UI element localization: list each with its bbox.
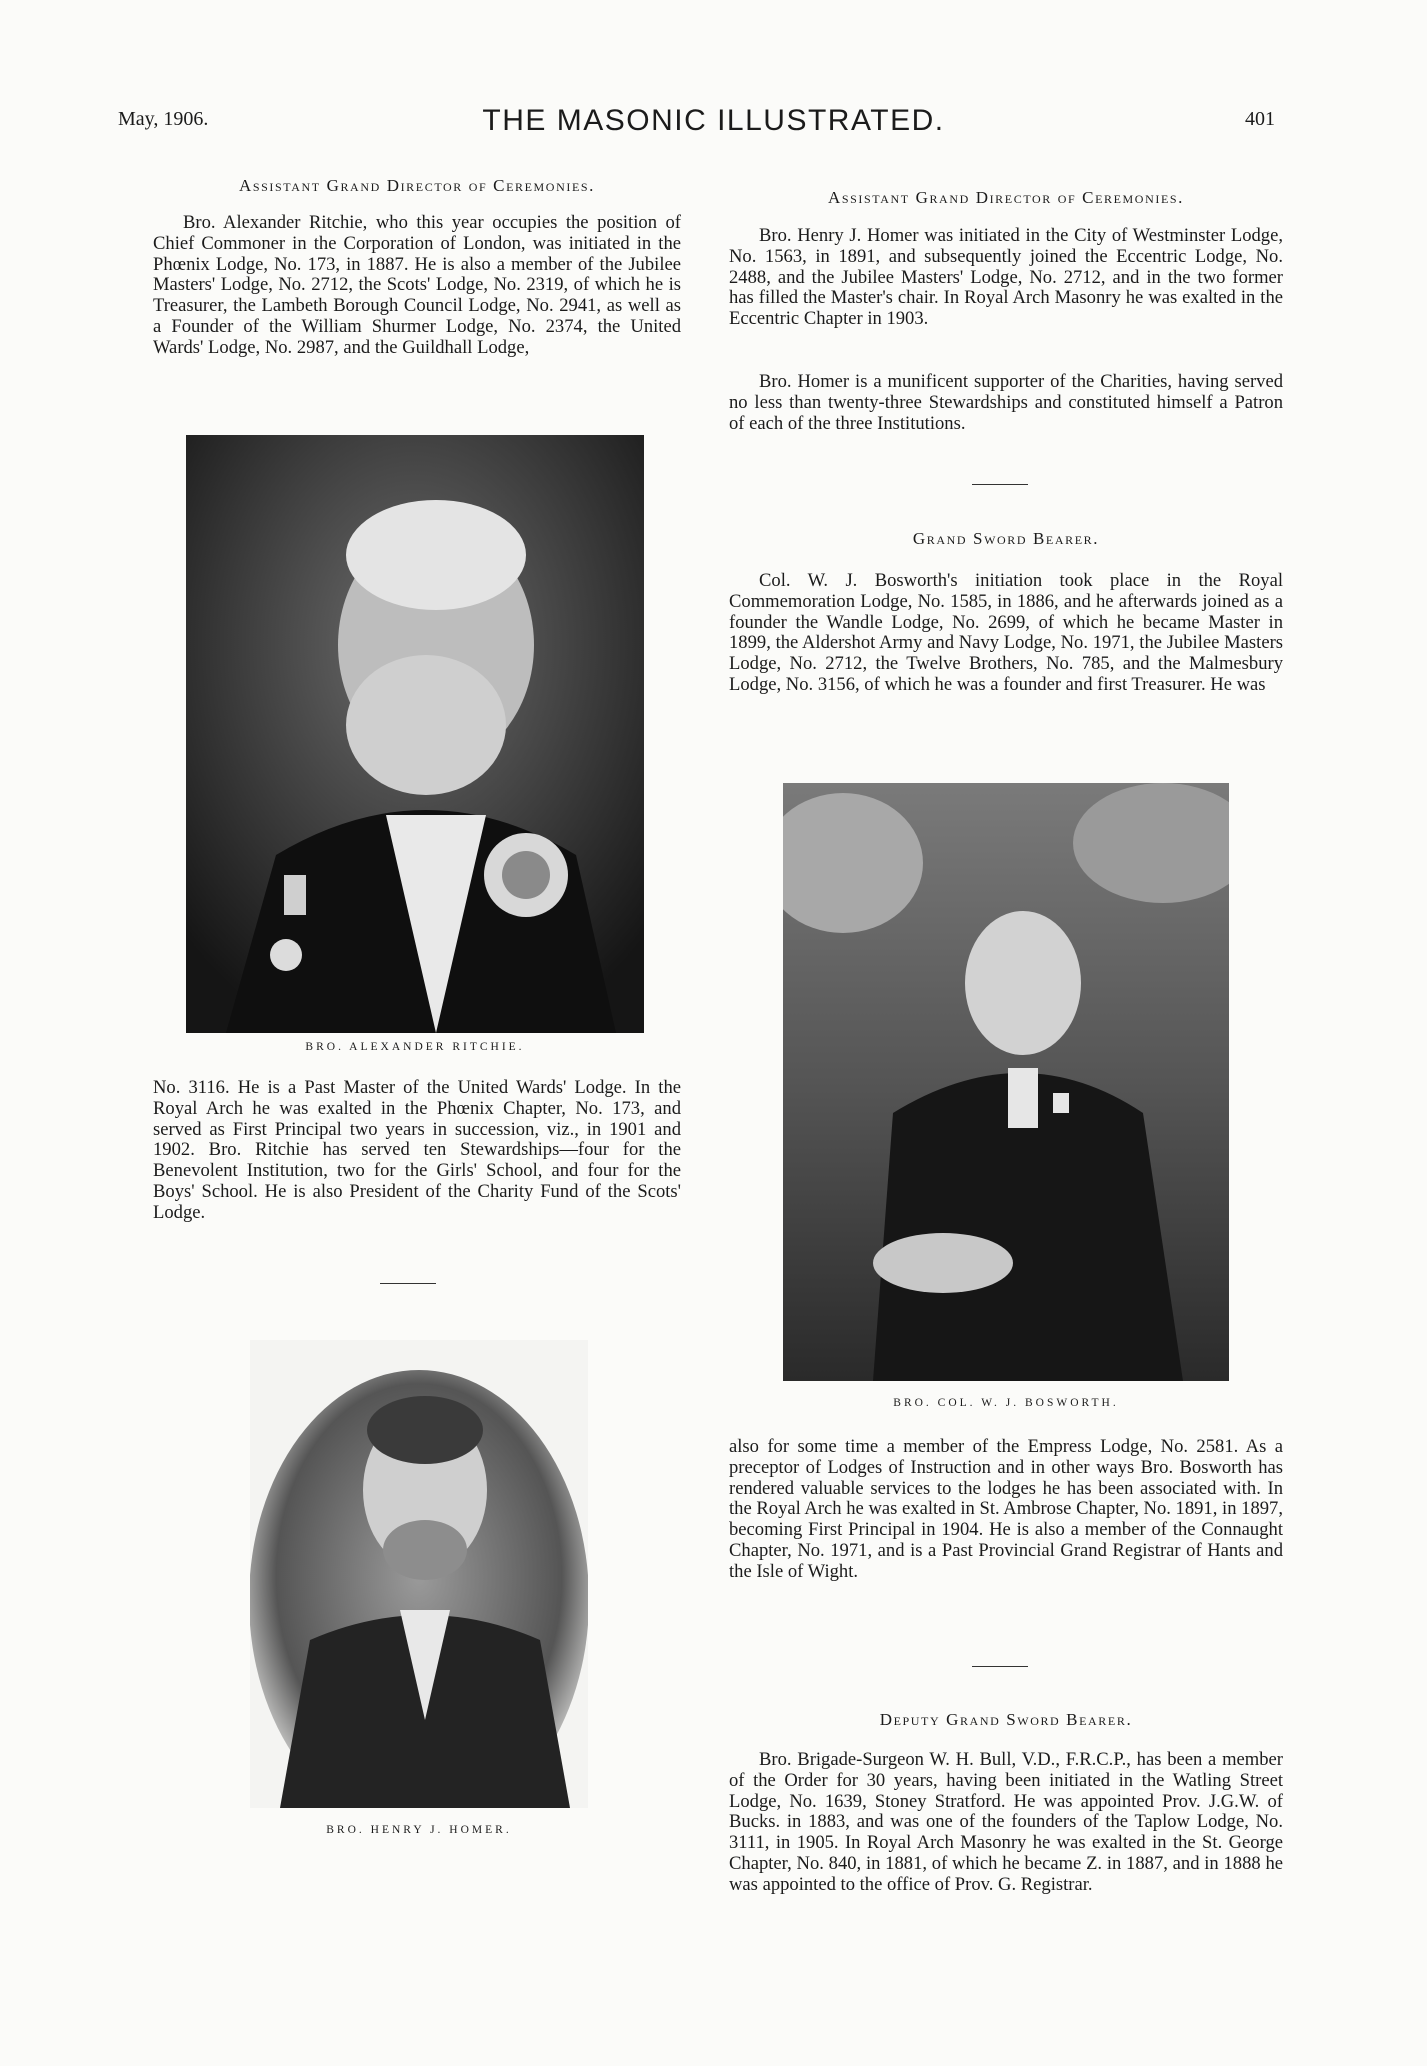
bull-paragraph: Bro. Brigade-Surgeon W. H. Bull, V.D., F.R.C.P., has been a member of the Order for 30 years, having been initiated in the Watling Street Lodge, No. 1639, Stoney Stratford. He was appointed Prov. J.G.W. of Bucks. in 1883, and was one of the founders of the Taplow Lodge, No. 3111, in 1905. In Royal Arch Masonry he was exalted in the St. George Chapter, No. 840, in 1881, of which he became Z. in 1887, and in 1888 he was appointed to the office of Prov. G. Registrar.	[729, 1749, 1283, 1895]
portrait-alexander-ritchie	[186, 435, 644, 1033]
section-heading-assistant-gdc-right: Assistant Grand Director of Ceremonies.	[828, 188, 1184, 207]
homer-paragraph-1: Bro. Henry J. Homer was initiated in the City of Westminster Lodge, No. 1563, in 1891, and subsequently joined the Eccentric Lodge, No. 2488, and the Jubilee Masters' Lodge, No. 2712, and in the two former has filled the Master's chair. In Royal Arch Masonry he was exalted in the Eccentric Chapter in 1903.	[729, 225, 1283, 330]
publication-title: THE MASONIC ILLUSTRATED.	[482, 104, 945, 137]
caption-bosworth: BRO. COL. W. J. BOSWORTH.	[893, 1397, 1119, 1409]
portrait-col-bosworth	[783, 783, 1229, 1381]
ritchie-paragraph-2: No. 3116. He is a Past Master of the United Wards' Lodge. In the Royal Arch he was exalted in the Phœnix Chapter, No. 173, and served as First Principal two years in succession, viz., in 1901 and 1902. Bro. Ritchie has served ten Stewardships—four for the Benevolent Institution, two for the Girls' School, and four for the Boys' School. He is also President of the Charity Fund of the Scots' Lodge.	[153, 1077, 681, 1223]
divider-rule-right-2	[972, 1666, 1028, 1667]
page-number: 401	[1245, 108, 1275, 130]
issue-date: May, 1906.	[118, 108, 209, 130]
homer-paragraph-2: Bro. Homer is a munificent supporter of the Charities, having served no less than twenty-three Stewardships and constituted himself a Patron of each of the three Institutions.	[729, 371, 1283, 434]
section-heading-deputy-grand-sword-bearer: Deputy Grand Sword Bearer.	[879, 1710, 1133, 1729]
portrait-henry-homer	[250, 1340, 588, 1808]
section-heading-grand-sword-bearer: Grand Sword Bearer.	[912, 529, 1100, 548]
section-heading-assistant-gdc-left: Assistant Grand Director of Ceremonies.	[239, 176, 595, 195]
caption-ritchie: BRO. ALEXANDER RITCHIE.	[305, 1041, 525, 1053]
bosworth-paragraph-2: also for some time a member of the Empress Lodge, No. 2581. As a preceptor of Lodges of Instruction and in other ways Bro. Bosworth has rendered valuable services to the lodges he has been associated with. In the Royal Arch he was exalted in St. Ambrose Chapter, No. 1891, in 1897, becoming First Principal in 1904. He is also a member of the Connaught Chapter, No. 1971, and is a Past Provincial Grand Registrar of Hants and the Isle of Wight.	[729, 1436, 1283, 1582]
divider-rule-right-1	[972, 484, 1028, 485]
bosworth-paragraph-1: Col. W. J. Bosworth's initiation took place in the Royal Commemoration Lodge, No. 1585, in 1886, and he afterwards joined as a founder the Wandle Lodge, No. 2699, of which he became Master in 1899, the Aldershot Army and Navy Lodge, No. 1971, the Jubilee Masters Lodge, No. 2712, the Twelve Brothers, No. 785, and the Malmesbury Lodge, No. 3156, of which he was a founder and first Treasurer. He was	[729, 570, 1283, 695]
ritchie-paragraph-1: Bro. Alexander Ritchie, who this year occupies the position of Chief Commoner in the Corporation of London, was initiated in the Phœnix Lodge, No. 173, in 1887. He is also a member of the Jubilee Masters' Lodge, No. 2712, the Scots' Lodge, No. 2319, of which he is Treasurer, the Lambeth Borough Council Lodge, No. 2941, as well as a Founder of the William Shurmer Lodge, No. 2374, the United Wards' Lodge, No. 2987, and the Guildhall Lodge,	[153, 212, 681, 358]
divider-rule-left	[380, 1283, 436, 1284]
caption-homer: BRO. HENRY J. HOMER.	[326, 1824, 512, 1836]
